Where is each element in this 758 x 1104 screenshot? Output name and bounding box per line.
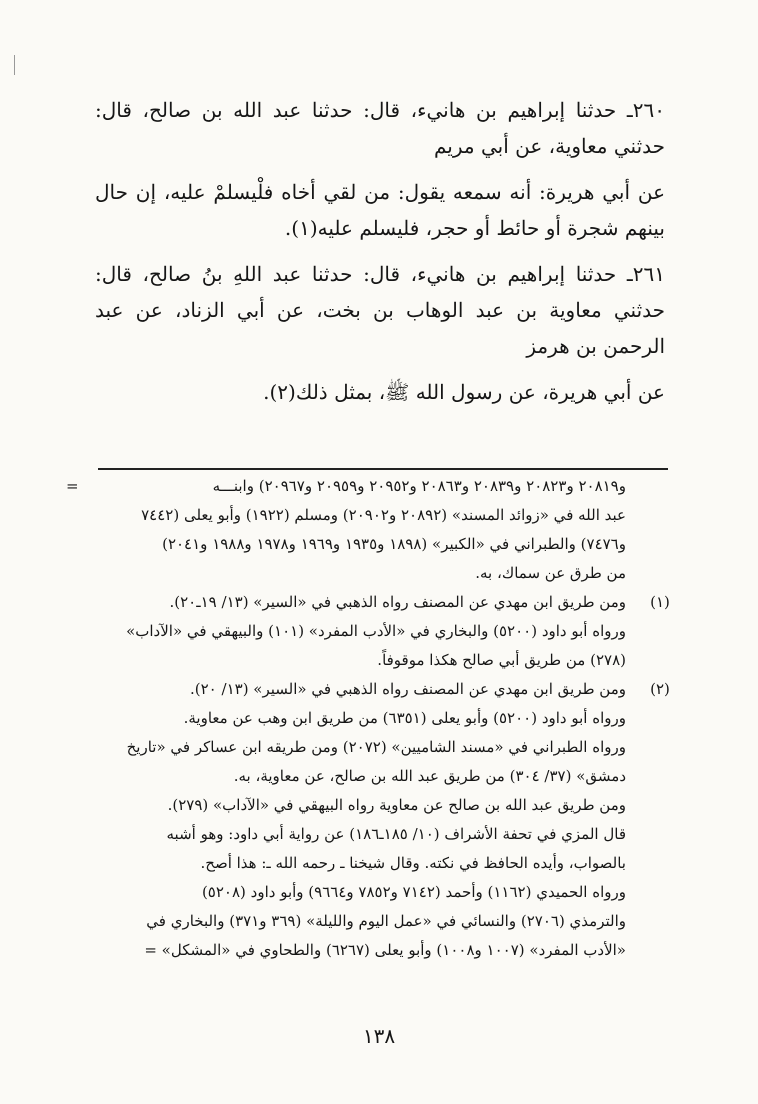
scan-edge-mark	[14, 55, 15, 75]
footnote-line: ورواه الطبراني في «مسند الشاميين» (٢٠٧٢) ومن طريقه ابن عساكر في «تاريخ	[126, 738, 626, 756]
footnote-line: والترمذي (٢٧٠٦) والنسائي في «عمل اليوم والليلة» (٣٦٩ و٣٧١) والبخاري في	[146, 912, 626, 930]
footnote-line: ورواه أبو داود (٥٢٠٠) والبخاري في «الأدب المفرد» (١٠١) والبيهقي في «الآداب»	[126, 622, 626, 640]
footnote-line: «الأدب المفرد» (١٠٠٧ و١٠٠٨) وأبو يعلى (٦٢٦٧) والطحاوي في «المشكل» =	[144, 941, 626, 959]
footnote-line: = و٢٠٨١٩ و٢٠٨٢٣ و٢٠٨٣٩ و٢٠٨٦٣ و٢٠٩٥٢ و٢٠٩٥٩ و٢٠٩٦٧) وابنـــه	[66, 472, 680, 501]
footnote-line: من طرق عن سماك، به.	[475, 564, 626, 582]
continuation-mark: =	[66, 477, 79, 495]
hadith-260-isnad: ٢٦٠ـ حدثنا إبراهيم بن هانيء، قال: حدثنا عبد الله بن صالح، قال: حدثني معاوية، عن أبي مريم	[95, 98, 665, 158]
footnote-line: ومن طريق عبد الله بن صالح عن معاوية رواه البيهقي في «الآداب» (٢٧٩).	[167, 796, 626, 814]
main-text	[95, 92, 665, 420]
footnote-line: ورواه الحميدي (١١٦٢) وأحمد (٧١٤٢ و٧٨٥٢ و٩٦٦٤) وأبو داود (٥٢٠٨)	[201, 883, 626, 901]
footnote-line: ورواه أبو داود (٥٢٠٠) وأبو يعلى (٦٣٥١) من طريق ابن وهب عن معاوية.	[183, 709, 626, 727]
hadith-260-matn: عن أبي هريرة: أنه سمعه يقول: من لقي أخاه فلْيسلمْ عليه، إن حال بينهم شجرة أو حائط أو حجر، فليسلم عليه(١).	[95, 180, 665, 240]
footnote-line: قال المزي في تحفة الأشراف (١٠/ ١٨٥ـ١٨٦) عن رواية أبي داود: وهو أشبه	[166, 825, 626, 843]
footnote-line: (٢) ومن طريق ابن مهدي عن المصنف رواه الذهبي في «السير» (١٣/ ٢٠).	[66, 675, 680, 704]
footnote-line: (٢٧٨) من طريق أبي صالح هكذا موقوفاً.	[377, 651, 626, 669]
footnote-separator	[98, 468, 668, 470]
footnote-line: بالصواب، وأيده الحافظ في نكته. وقال شيخنا ـ رحمه الله ـ: هذا أصح.	[200, 854, 626, 872]
footnotes	[66, 472, 680, 965]
page-number: ١٣٨	[362, 1024, 396, 1048]
footnote-line: و٧٤٧٦) والطبراني في «الكبير» (١٨٩٨ و١٩٣٥ و١٩٦٩ و١٩٧٨ و١٩٨٨ و٢٠٤١)	[162, 535, 626, 553]
footnote-line: (١) ومن طريق ابن مهدي عن المصنف رواه الذهبي في «السير» (١٣/ ١٩ـ٢٠).	[66, 588, 680, 617]
footnote-line: دمشق» (٣٧/ ٣٠٤) من طريق عبد الله بن صالح، عن معاوية، به.	[233, 767, 626, 785]
footnote-number: (٢)	[650, 680, 670, 698]
hadith-261-matn: عن أبي هريرة، عن رسول الله ﷺ، بمثل ذلك(٢).	[263, 380, 665, 404]
hadith-261-isnad: ٢٦١ـ حدثنا إبراهيم بن هانيء، قال: حدثنا عبد اللهِ بنُ صالح، قال: حدثني معاوية بن عبد الوهاب بن بخت، عن أبي الزناد، عن عبد الرحمن بن هرمز	[95, 262, 665, 358]
footnote-line: عبد الله في «زوائد المسند» (٢٠٨٩٢ و٢٠٩٠٢) ومسلم (١٩٢٢) وأبو يعلى (٧٤٤٢	[141, 506, 626, 524]
footnote-number: (١)	[650, 593, 670, 611]
